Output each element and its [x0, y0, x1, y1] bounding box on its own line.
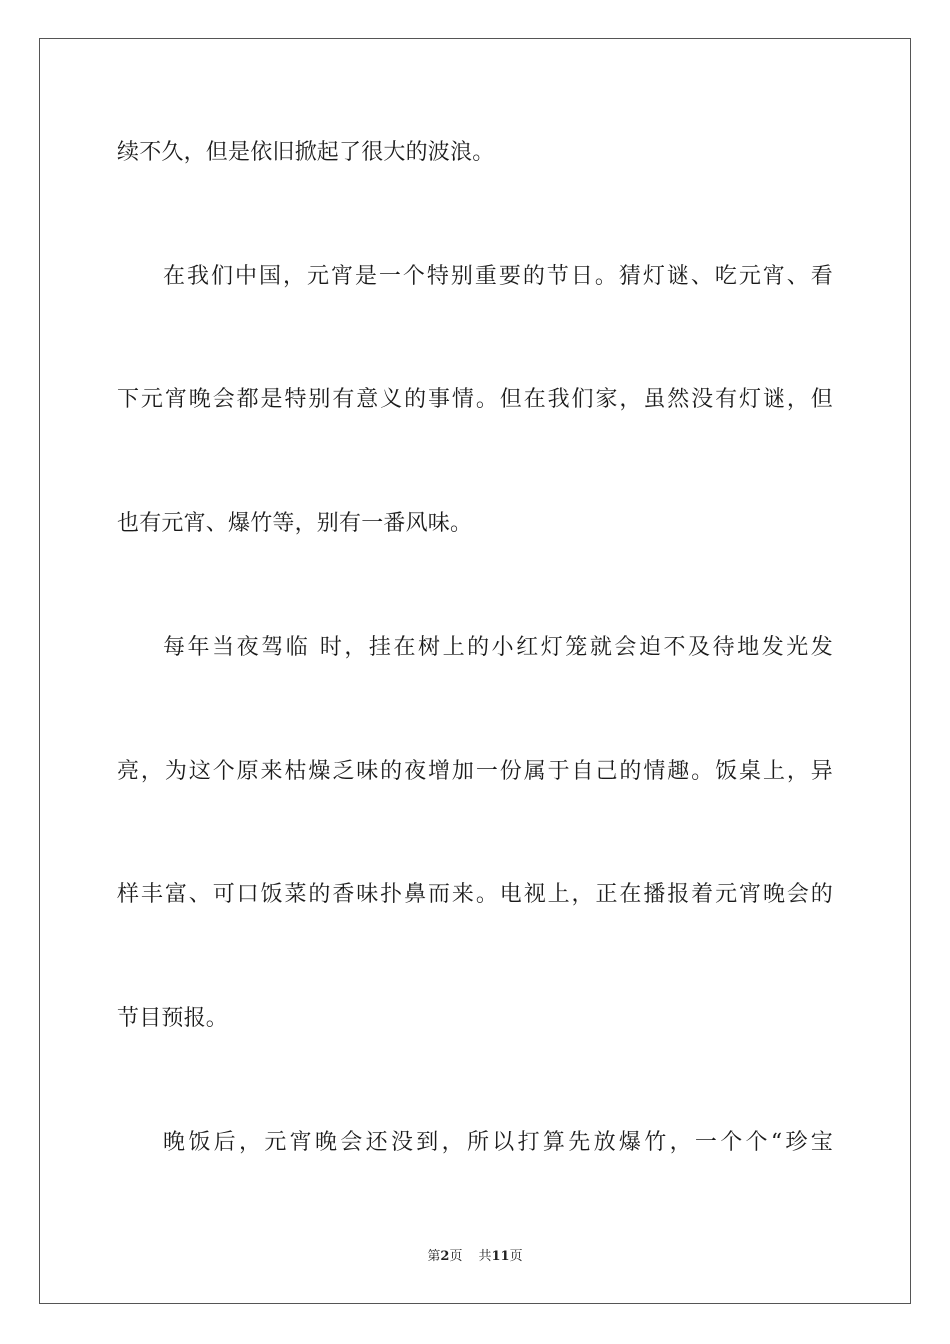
text-line-8: 节目预报。: [117, 1006, 229, 1031]
page-number: 2: [440, 1249, 450, 1264]
total-label-prefix: 共: [478, 1249, 492, 1264]
text-line-3: 下元宵晚会都是特别有意义的事情。但在我们家，虽然没有灯谜，但: [117, 387, 833, 412]
text-line-4: 也有元宵、爆竹等，别有一番风味。: [117, 511, 473, 536]
page-label-suffix: 页: [449, 1249, 463, 1264]
text-line-7: 样丰富、可口饭菜的香味扑鼻而来。电视上，正在播报着元宵晚会的: [117, 882, 833, 907]
page-frame: [39, 38, 911, 1304]
text-line-1: 续不久，但是依旧掀起了很大的波浪。: [117, 140, 495, 165]
text-line-2: 在我们中国，元宵是一个特别重要的节日。猜灯谜、吃元宵、看: [163, 264, 833, 289]
text-line-9: 晚饭后，元宵晚会还没到，所以打算先放爆竹，一个个“珍宝: [163, 1130, 833, 1155]
text-line-5: 每年当夜驾临 时，挂在树上的小红灯笼就会迫不及待地发光发: [163, 635, 833, 660]
total-label-suffix: 页: [509, 1249, 523, 1264]
total-pages: 11: [491, 1249, 510, 1264]
page-label-prefix: 第: [427, 1249, 441, 1264]
page-footer: [0, 1248, 950, 1266]
text-line-6: 亮，为这个原来枯燥乏味的夜增加一份属于自己的情趣。饭桌上，异: [117, 759, 833, 784]
